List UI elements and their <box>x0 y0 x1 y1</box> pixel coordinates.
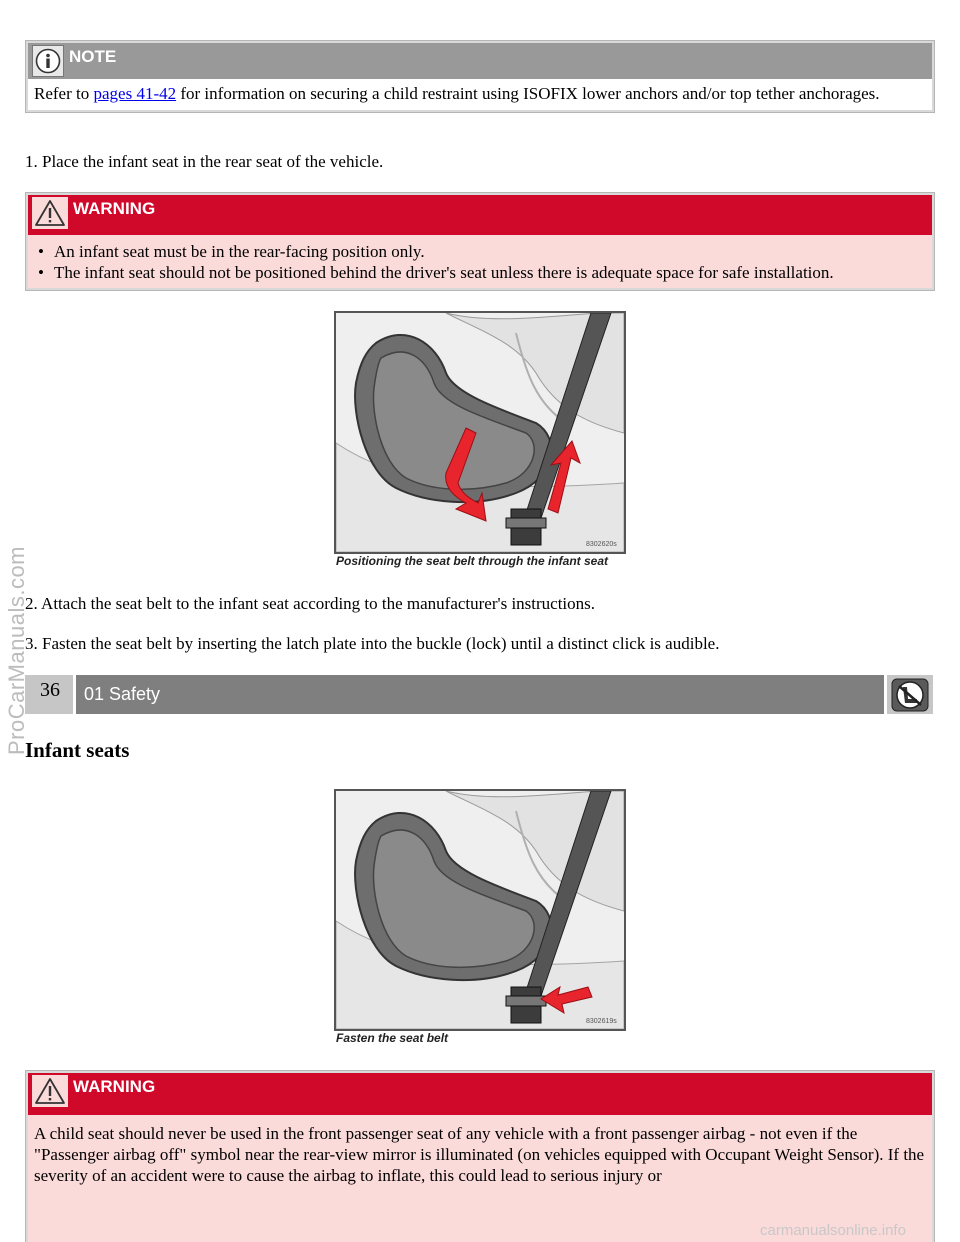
figure-fasten-belt <box>334 789 626 1031</box>
note-body <box>28 79 932 110</box>
note-text-after: for information on securing a child restraint using ISOFIX lower anchors and/or top tether anchorages. <box>176 84 880 103</box>
info-icon <box>32 45 64 77</box>
pages-link[interactable]: pages 41-42 <box>93 84 177 103</box>
warning-triangle-icon <box>32 1075 68 1107</box>
side-watermark: ProCarManuals.com <box>4 545 29 755</box>
note-label: NOTE <box>69 47 117 66</box>
step-2: 2. Attach the seat belt to the infant seat according to the manufacturer's instructions. <box>25 594 596 613</box>
infant-seat-illustration-1 <box>336 313 624 552</box>
page-heading: Infant seats <box>25 738 130 762</box>
warning-triangle-icon <box>32 197 68 229</box>
figure-caption-2: Fasten the seat belt <box>336 1031 449 1045</box>
section-header-bar <box>25 675 933 714</box>
page-number: 36 <box>25 675 73 714</box>
figure-caption-1: Positioning the seat belt through the infant seat <box>336 554 609 568</box>
figure-code-2: 8302619s <box>586 1018 617 1025</box>
warning-list-1 <box>34 241 926 283</box>
step-3: 3. Fasten the seat belt by inserting the latch plate into the buckle (lock) until a distinct click is audible. <box>25 634 720 653</box>
warning-box-2 <box>25 1070 935 1242</box>
figure-positioning-belt <box>334 311 626 554</box>
infant-seat-illustration-2 <box>336 791 624 1029</box>
warning-box-1 <box>25 192 935 291</box>
warning-body-1 <box>28 235 932 288</box>
warning-header-2 <box>28 1073 932 1115</box>
bottom-watermark: carmanualsonline.info <box>760 1222 906 1239</box>
warning-header-1 <box>28 195 932 235</box>
warning-item: • An infant seat must be in the rear-facing position only. <box>34 241 926 262</box>
child-seat-no-airbag-icon <box>887 675 933 714</box>
note-header <box>28 43 932 79</box>
figure-code-1: 8302620s <box>586 541 617 548</box>
section-title: 01 Safety <box>76 675 884 714</box>
note-text-before: Refer to <box>34 84 94 103</box>
warning-item: • The infant seat should not be positioned behind the driver's seat unless there is adequate space for safe installation. <box>34 262 926 283</box>
warning-label-1: WARNING <box>73 199 156 218</box>
step-1: 1. Place the infant seat in the rear seat of the vehicle. <box>25 152 384 171</box>
warning-label-2: WARNING <box>73 1077 156 1096</box>
note-box <box>25 40 935 113</box>
warning-body-2: A child seat should never be used in the front passenger seat of any vehicle with a front passenger airbag - not even if the "Passenger airbag off" symbol near the rear-view mirror is illuminated (on vehicles equipped with Occupant Weight Sensor). If the severity of an accident were to cause the airbag to inflate, this could lead to serious injury or <box>28 1115 932 1242</box>
